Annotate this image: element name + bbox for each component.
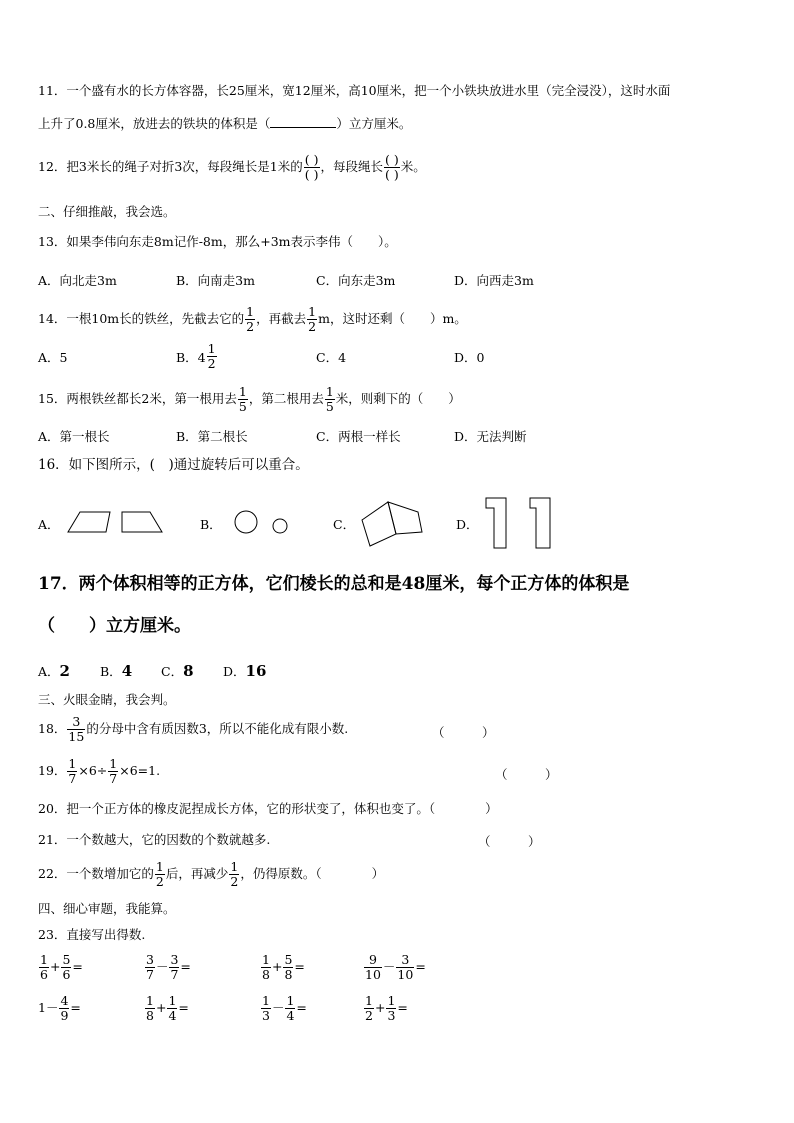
section-3-heading: 三、火眼金睛，我会判。: [38, 692, 176, 707]
q12-fraction-1[interactable]: ( ) ( ): [304, 152, 319, 182]
q15: 15．两根铁丝都长2米，第一根用去 $\frac{1}{5}$ ，第二根用去 $\frac{1}{5}$ 米，则剩下的（ ）: [38, 384, 461, 414]
section-4-heading: 四、细心审题，我能算。: [38, 901, 176, 916]
q13-option-c[interactable]: C．向东走3m: [316, 273, 396, 288]
q17-line1: 17．两个体积相等的正方体，它们棱长的总和是48厘米，每个正方体的体积是: [38, 574, 630, 594]
calc-item[interactable]: $\frac{1}{8}$ + $\frac{5}{8}$ =: [262, 952, 305, 982]
q13-option-d[interactable]: D．向西走3m: [454, 273, 534, 288]
q11-line2: 上升了0.8厘米，放进去的铁块的体积是（ ）立方厘米。: [38, 116, 412, 131]
q14-fraction-half-m: $\frac{1}{2}$: [308, 304, 317, 334]
section-2-heading: 二、仔细推敲，我会选。: [38, 204, 176, 219]
calc-item[interactable]: $\frac{9}{10}$ － $\frac{3}{10}$ =: [365, 952, 426, 982]
q14-option-a[interactable]: A．5: [38, 350, 68, 365]
q21-answer-paren[interactable]: （ ）: [478, 834, 541, 849]
q19: 19． $\frac{1}{7}$ ×6÷ $\frac{1}{7}$ ×6=1.: [38, 756, 161, 786]
q22: 22．一个数增加它的 $\frac{1}{2}$ 后，再减少 $\frac{1}{2}$ ，仍得原数。（ ）: [38, 859, 385, 889]
calc-item[interactable]: $\frac{1}{8}$ + $\frac{1}{4}$ =: [146, 993, 189, 1023]
q16-trapezoids-figure: [66, 508, 166, 536]
calc-item[interactable]: $\frac{3}{7}$ － $\frac{3}{7}$ =: [146, 952, 191, 982]
q15-fraction-2: $\frac{1}{5}$: [325, 384, 334, 414]
q12: 12．把3米长的绳子对折3次，每段绳长是1米的 ( ) ( ) ，每段绳长 ( ) ( ) 米。: [38, 152, 426, 182]
calc-item[interactable]: 1－ $\frac{4}{9}$ =: [38, 993, 81, 1023]
q17-option-a[interactable]: A．2: [38, 662, 70, 680]
q14-option-b[interactable]: B．4 1 2: [176, 341, 216, 371]
q11-blank[interactable]: [270, 115, 336, 128]
q15-fraction-1: $\frac{1}{5}$: [238, 384, 247, 414]
q18-fraction: $\frac{3}{15}$: [68, 714, 85, 744]
q14-fraction-half: $\frac{1}{2}$: [246, 304, 255, 334]
q22-answer-paren[interactable]: （ ）: [315, 866, 385, 881]
q18-answer-paren[interactable]: （ ）: [432, 725, 495, 740]
q13-option-b[interactable]: B．向南走3m: [176, 273, 255, 288]
q21-text: 21．一个数越大，它的因数的个数就越多.: [38, 832, 271, 847]
q14-option-d[interactable]: D．0: [454, 350, 485, 365]
q20-answer-paren[interactable]: （ ）: [428, 801, 498, 816]
q19-answer-paren[interactable]: （ ）: [495, 767, 558, 782]
q16-option-d[interactable]: D．: [456, 517, 479, 532]
q16-circles-figure: [230, 508, 294, 538]
q18: 18． $\frac{3}{15}$ 的分母中含有质因数3，所以不能化成有限小数.: [38, 714, 349, 744]
calc-item[interactable]: $\frac{1}{3}$ － $\frac{1}{4}$ =: [262, 993, 307, 1023]
calc-item[interactable]: $\frac{1}{6}$ + $\frac{5}{6}$ =: [40, 952, 83, 982]
q16-rotated-shapes-figure: [358, 498, 426, 550]
q13-text: 13．如果李伟向东走8m记作-8m，那么+3m表示李伟（ ）。: [38, 234, 397, 249]
q16-text: 16．如下图所示，( )通过旋转后可以重合。: [38, 457, 309, 473]
q15-option-b[interactable]: B．第二根长: [176, 429, 248, 444]
q13-option-a[interactable]: A．向北走3m: [38, 273, 117, 288]
q15-option-a[interactable]: A．第一根长: [38, 429, 110, 444]
q16-l-shapes-figure: [480, 494, 556, 552]
q17-line2: （ ）立方厘米。: [38, 616, 191, 636]
q11-line1: 11．一个盛有水的长方体容器，长25厘米，宽12厘米，高10厘米，把一个小铁块放进水里（完全浸没），这时水面: [38, 83, 671, 98]
q20: 20．把一个正方体的橡皮泥捏成长方体，它的形状变了，体积也变了。（ ）: [38, 801, 498, 816]
q16-option-a[interactable]: A．: [38, 517, 60, 532]
q16-option-b[interactable]: B．: [200, 517, 222, 532]
q23-title: 23．直接写出得数.: [38, 927, 146, 942]
q14-option-c[interactable]: C．4: [316, 350, 347, 365]
q12-fraction-2[interactable]: ( ) ( ): [385, 152, 399, 182]
q15-option-c[interactable]: C．两根一样长: [316, 429, 401, 444]
q15-option-d[interactable]: D．无法判断: [454, 429, 527, 444]
q17-option-d[interactable]: D．16: [223, 662, 267, 680]
q14: 14．一根10m长的铁丝，先截去它的 $\frac{1}{2}$ ，再截去 $\frac{1}{2}$ m，这时还剩（ ）m。: [38, 304, 467, 334]
calc-item[interactable]: $\frac{1}{2}$ + $\frac{1}{3}$ =: [365, 993, 408, 1023]
q17-option-c[interactable]: C．8: [161, 662, 194, 680]
q16-option-c[interactable]: C．: [333, 517, 356, 532]
q17-option-b[interactable]: B．4: [100, 662, 133, 680]
